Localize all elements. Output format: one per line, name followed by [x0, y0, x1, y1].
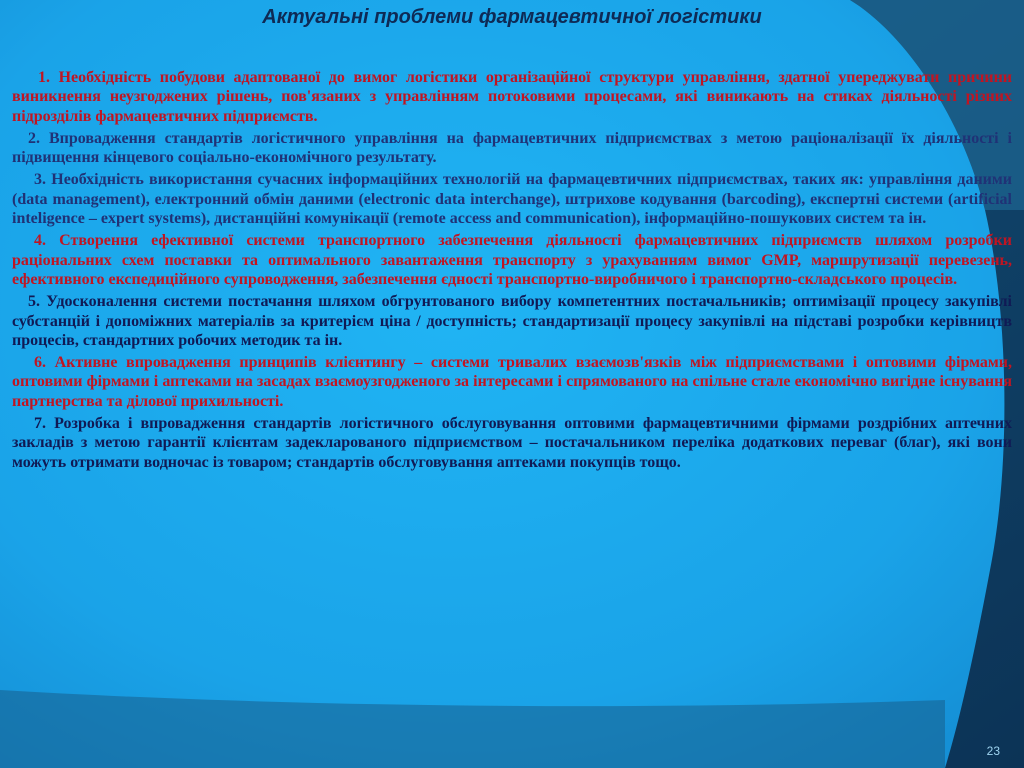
list-item-4: 4. Створення ефективної системи транспортного забезпечення діяльності фармацевтичних підприємств шляхом розробки раціональних схем поставки та оптимального завантаження транспорту з урахуванням вимог GMP, маршрутизації перевезень, ефективного експедиційного супроводження, забезпечення єдності транспортно-виробничого і транспортно-складського процесів.: [12, 232, 1012, 288]
slide-title: Актуальні проблеми фармацевтичної логістики: [262, 6, 762, 28]
list-item-2: 2. Впровадження стандартів логістичного управління на фармацевтичних підприємствах з метою раціоналізації їх діяльності і підвищення кінцевого соціально-економічного результату.: [12, 129, 1012, 167]
list-item-7: 7. Розробка і впровадження стандартів логістичного обслуговування оптовими фармацевтичними фірмами роздрібних аптечних закладів з метою гарантії клієнтам задекларованого підприємством – постачальником переліка додаткових переваг (благ), які вони можуть отримати водночас із товаром; стандартів обслуговування аптеками покупців тощо.: [12, 415, 1012, 471]
list-item-3: 3. Необхідність використання сучасних інформаційних технологій на фармацевтичних підприємствах, таких як: управління даними (data management), електронний обмін даними (electronic data interchange), штрихове кодування (barcoding), експертні системи (artificial inteligence – expert systems), дистанційні комунікації (remote access and communication), інформаційно-пошукових систем та ін.: [12, 171, 1012, 228]
list-item-6: 6. Активне впровадження принципів клієнтингу – системи тривалих взаємозв'язків між підприємствами і оптовими фірмами, оптовими фірмами і аптеками на засадах взаємоузгодженого за інтересами і спрямованого на спільне стале економічно вигідне існування партнерства та ділової прихильності.: [12, 354, 1012, 410]
list-item-1: 1. Необхідність побудови адаптованої до вимог логістики організаційної структури управління, здатної упереджувати причини виникнення неузгоджених рішень, пов'язаних з управлінням потоковими процесами, які виникають на стиках діяльності різних підрозділів фармацевтичних підприємств.: [12, 69, 1012, 125]
page-number: 23: [986, 744, 1000, 758]
content-list: [12, 68, 1012, 475]
list-item-5: 5. Удосконалення системи постачання шляхом обгрунтованого вибору компетентних постачальників; оптимізації процесу закупівлі субстанцій і допоміжних матеріалів за критерієм ціна / доступність; стандартизації процесу закупівлі на підставі розробки керівництв процесів, стандартних робочих методик та ін.: [12, 293, 1012, 349]
